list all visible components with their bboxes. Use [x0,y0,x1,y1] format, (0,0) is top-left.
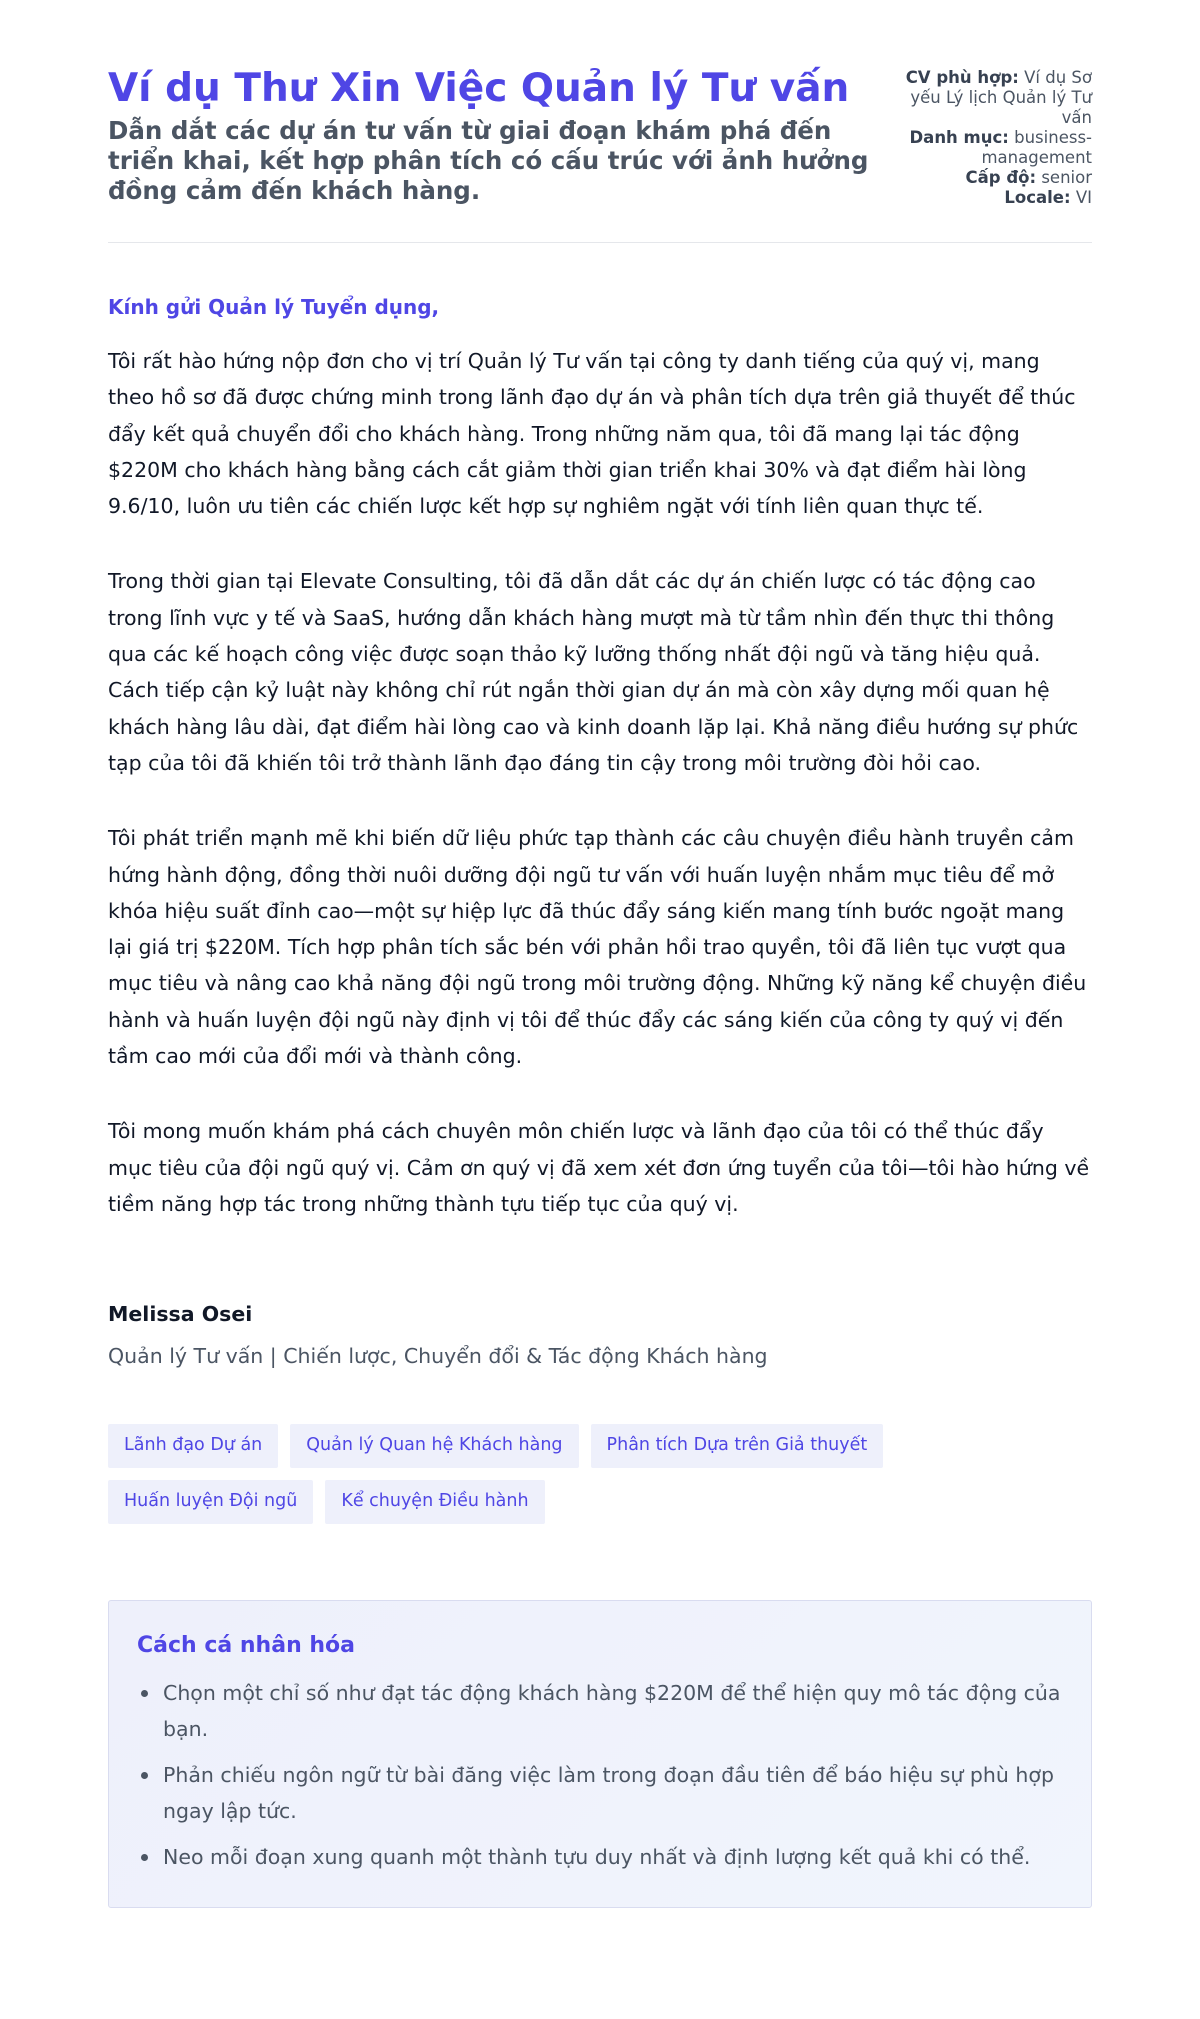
meta-category [902,128,1092,168]
meta-category-value: business-management [981,128,1092,167]
personalization-tips [108,1600,1092,1908]
meta-panel [902,66,1092,208]
skill-tag: Quản lý Quan hệ Khách hàng [290,1424,578,1468]
signature-name: Melissa Osei [108,1302,253,1327]
bullet-icon [141,1690,148,1697]
meta-category-label: Danh mục: [909,128,1009,147]
letter-body [108,243,1092,1370]
meta-level [902,168,1092,188]
page-subtitle: Dẫn dắt các dự án tư vấn từ giai đoạn khám phá đến triển khai, kết hợp phân tích có cấu trúc với ảnh hưởng đồng cảm đến khách hàng. [108,116,869,205]
tip-text: Phản chiếu ngôn ngữ từ bài đăng việc làm trong đoạn đầu tiên để báo hiệu sự phù hợp ngay lập tức. [163,1763,1054,1824]
tip-text: Chọn một chỉ số như đạt tác động khách hàng $220M để thể hiện quy mô tác động của bạn. [163,1681,1061,1742]
meta-level-label: Cấp độ: [965,168,1037,187]
paragraph: Tôi rất hào hứng nộp đơn cho vị trí Quản lý Tư vấn tại công ty danh tiếng của quý vị, mang theo hồ sơ đã được chứng minh trong lãnh đạo dự án và phân tích dựa trên giả thuyết để thúc đẩy kết quả chuyển đổi cho khách hàng. Trong những năm qua, tôi đã mang lại tác động $220M cho khách hàng bằng cách cắt giảm thời gian triển khai 30% và đạt điểm hài lòng 9.6/10, luôn ưu tiên các chiến lược kết hợp sự nghiêm ngặt với tính liên quan thực tế. [108,349,1076,519]
bullet-icon [141,1772,148,1779]
skill-tag: Huấn luyện Đội ngũ [108,1480,313,1524]
meta-locale-label: Locale: [1004,188,1071,207]
page-title: Ví dụ Thư Xin Việc Quản lý Tư vấn [108,66,850,111]
header [108,66,1092,243]
list-item [137,1839,1063,1875]
skill-tags [108,1424,1098,1524]
tips-list [137,1675,1063,1875]
skill-tag: Phân tích Dựa trên Giả thuyết [591,1424,884,1468]
meta-level-value: senior [1041,168,1092,187]
meta-cv-label: CV phù hợp: [905,68,1019,87]
paragraph: Trong thời gian tại Elevate Consulting, tôi đã dẫn dắt các dự án chiến lược có tác động cao trong lĩnh vực y tế và SaaS, hướng dẫn khách hàng mượt mà từ tầm nhìn đến thực thi thông qua các kế hoạch công việc được soạn thảo kỹ lưỡng thống nhất đội ngũ và tăng hiệu quả. Cách tiếp cận kỷ luật này không chỉ rút ngắn thời gian dự án mà còn xây dựng mối quan hệ khách hàng lâu dài, đạt điểm hài lòng cao và kinh doanh lặp lại. Khả năng điều hướng sự phức tạp của tôi đã khiến tôi trở thành lãnh đạo đáng tin cậy trong môi trường đòi hỏi cao. [108,569,1079,775]
signature-title: Quản lý Tư vấn | Chiến lược, Chuyển đổi & Tác động Khách hàng [108,1344,768,1369]
list-item [137,1757,1063,1829]
meta-cv-value: Ví dụ Sơ yếu Lý lịch Quản lý Tư vấn [910,68,1092,127]
tip-text: Neo mỗi đoạn xung quanh một thành tựu duy nhất và định lượng kết quả khi có thể. [163,1845,1031,1870]
paragraph: Tôi mong muốn khám phá cách chuyên môn chiến lược và lãnh đạo của tôi có thể thúc đẩy mục tiêu của đội ngũ quý vị. Cảm ơn quý vị đã xem xét đơn ứng tuyển của tôi—tôi hào hứng về tiềm năng hợp tác trong những thành tựu tiếp tục của quý vị. [108,1119,1090,1216]
skill-tag: Kể chuyện Điều hành [325,1480,544,1524]
meta-cv [902,68,1092,128]
skill-tag: Lãnh đạo Dự án [108,1424,278,1468]
meta-locale-value: VI [1075,188,1092,207]
bullet-icon [141,1854,148,1861]
header-left [108,66,888,206]
signature [108,1300,1092,1370]
list-item [137,1675,1063,1747]
meta-locale [902,188,1092,208]
paragraph: Tôi phát triển mạnh mẽ khi biến dữ liệu phức tạp thành các câu chuyện điều hành truyền cảm hứng hành động, đồng thời nuôi dưỡng đội ngũ tư vấn với huấn luyện nhắm mục tiêu để mở khóa hiệu suất đỉnh cao—một sự hiệp lực đã thúc đẩy sáng kiến mang tính bước ngoặt mang lại giá trị $220M. Tích hợp phân tích sắc bén với phản hồi trao quyền, tôi đã liên tục vượt qua mục tiêu và nâng cao khả năng đội ngũ trong môi trường động. Những kỹ năng kể chuyện điều hành và huấn luyện đội ngũ này định vị tôi để thúc đẩy các sáng kiến của công ty quý vị đến tầm cao mới của đổi mới và thành công. [108,826,1087,1069]
salutation: Kính gửi Quản lý Tuyển dụng, [108,295,440,319]
tips-title: Cách cá nhân hóa [137,1633,356,1659]
